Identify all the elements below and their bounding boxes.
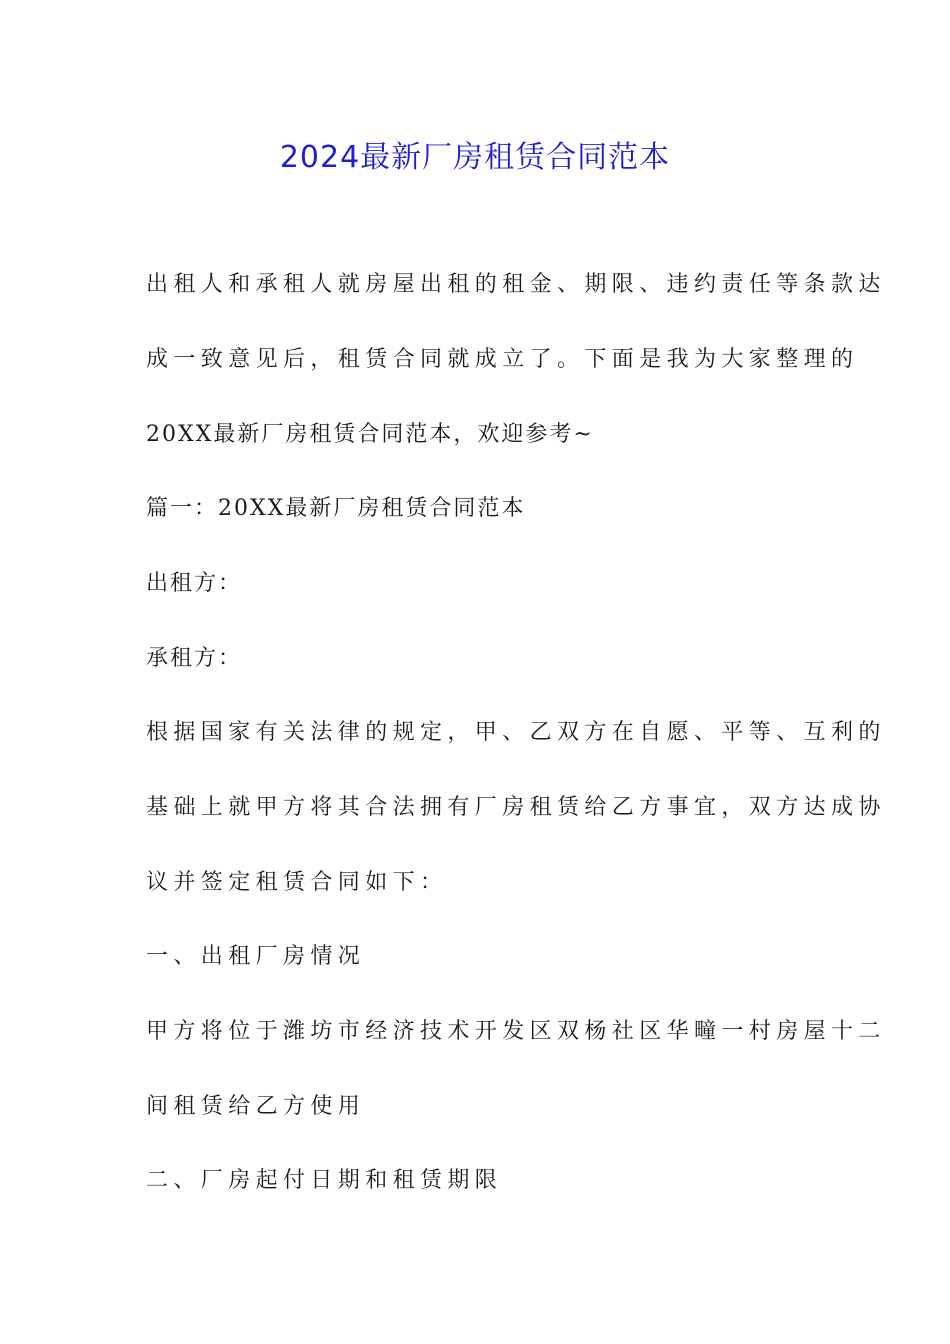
clause-heading: 一、出租厂房情况: [146, 944, 366, 969]
paragraph-line: 基础上就甲方将其合法拥有厂房租赁给乙方事宜，双方达成协: [146, 795, 886, 820]
paragraph-line: 20XX最新厂房租赁合同范本，欢迎参考~: [146, 422, 594, 447]
lessee-label: 承租方：: [146, 646, 243, 671]
paragraph-line: 甲方将位于潍坊市经济技术开发区双杨社区华疃一村房屋十二: [146, 1019, 886, 1044]
paragraph-line: 根据国家有关法律的规定，甲、乙双方在自愿、平等、互利的: [146, 720, 886, 745]
section-heading: 篇一：20XX最新厂房租赁合同范本: [146, 496, 526, 521]
clause-heading: 二、厂房起付日期和租赁期限: [146, 1168, 503, 1193]
lessor-label: 出租方：: [146, 571, 243, 596]
paragraph-line: 出租人和承租人就房屋出租的租金、期限、违约责任等条款达: [146, 272, 886, 297]
paragraph-line: 间租赁给乙方使用: [146, 1094, 366, 1119]
document-title: 2024最新厂房租赁合同范本: [279, 140, 671, 175]
paragraph-line: 议并签定租赁合同如下：: [146, 870, 448, 895]
paragraph-line: 成一致意见后，租赁合同就成立了。下面是我为大家整理的: [146, 347, 859, 372]
